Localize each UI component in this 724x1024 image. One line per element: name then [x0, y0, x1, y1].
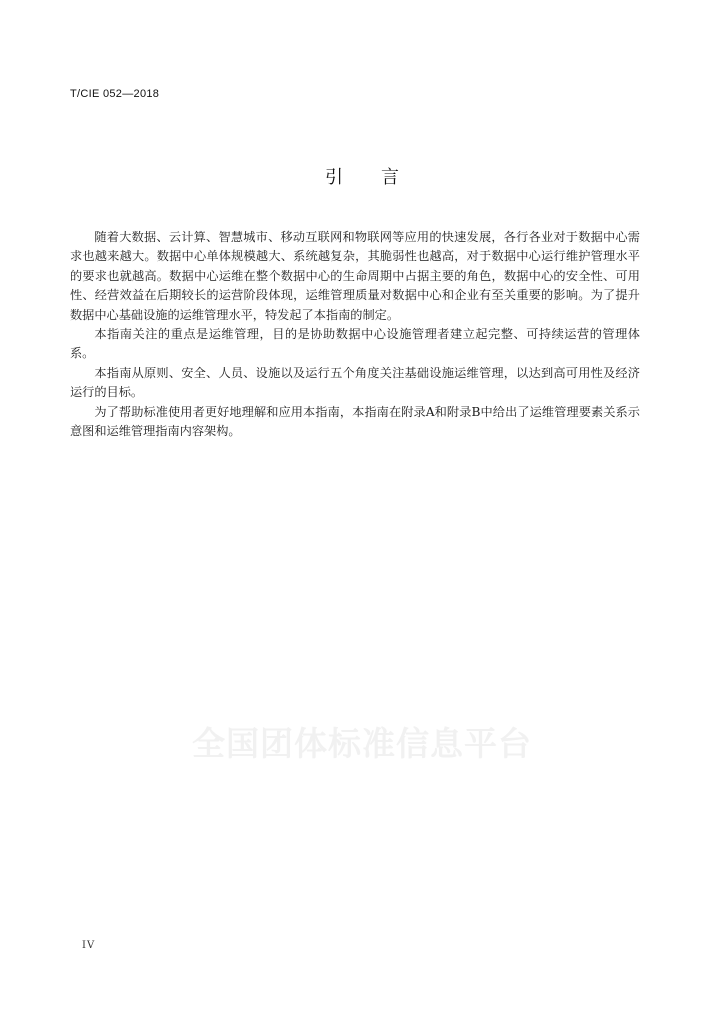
paragraph-4: 为了帮助标准使用者更好地理解和应用本指南，本指南在附录A和附录B中给出了运维管理要素关系示意图和运维管理指南内容架构。 [70, 404, 640, 439]
page-number: IV [82, 940, 96, 951]
body-text [70, 228, 640, 441]
paragraph-3: 本指南从原则、安全、人员、设施以及运行五个角度关注基础设施运维管理，以达到高可用性及经济运行的目标。 [70, 365, 640, 400]
paragraph-2: 本指南关注的重点是运维管理，目的是协助数据中心设施管理者建立起完整、可持续运营的管理体系。 [70, 327, 640, 361]
section-title: 引言 [325, 167, 437, 188]
standard-number: T/CIE 052—2018 [70, 88, 160, 100]
watermark: 全国团体标准信息平台 [192, 724, 532, 763]
paragraph-1: 随着大数据、云计算、智慧城市、移动互联网和物联网等应用的快速发展，各行各业对于数据中心需求也越来越大。数据中心单体规模越大、系统越复杂，其脆弱性也越高，对于数据中心运行维护管理水平的要求也就越高。数据中心运维在整个数据中心的生命周期中占据主要的角色，数据中心的安全性、可用性、经营效益在后期较长的运营阶段体现，运维管理质量对数据中心和企业有至关重要的影响。为了提升数据中心基础设施的运维管理水平，特发起了本指南的制定。 [70, 230, 640, 322]
